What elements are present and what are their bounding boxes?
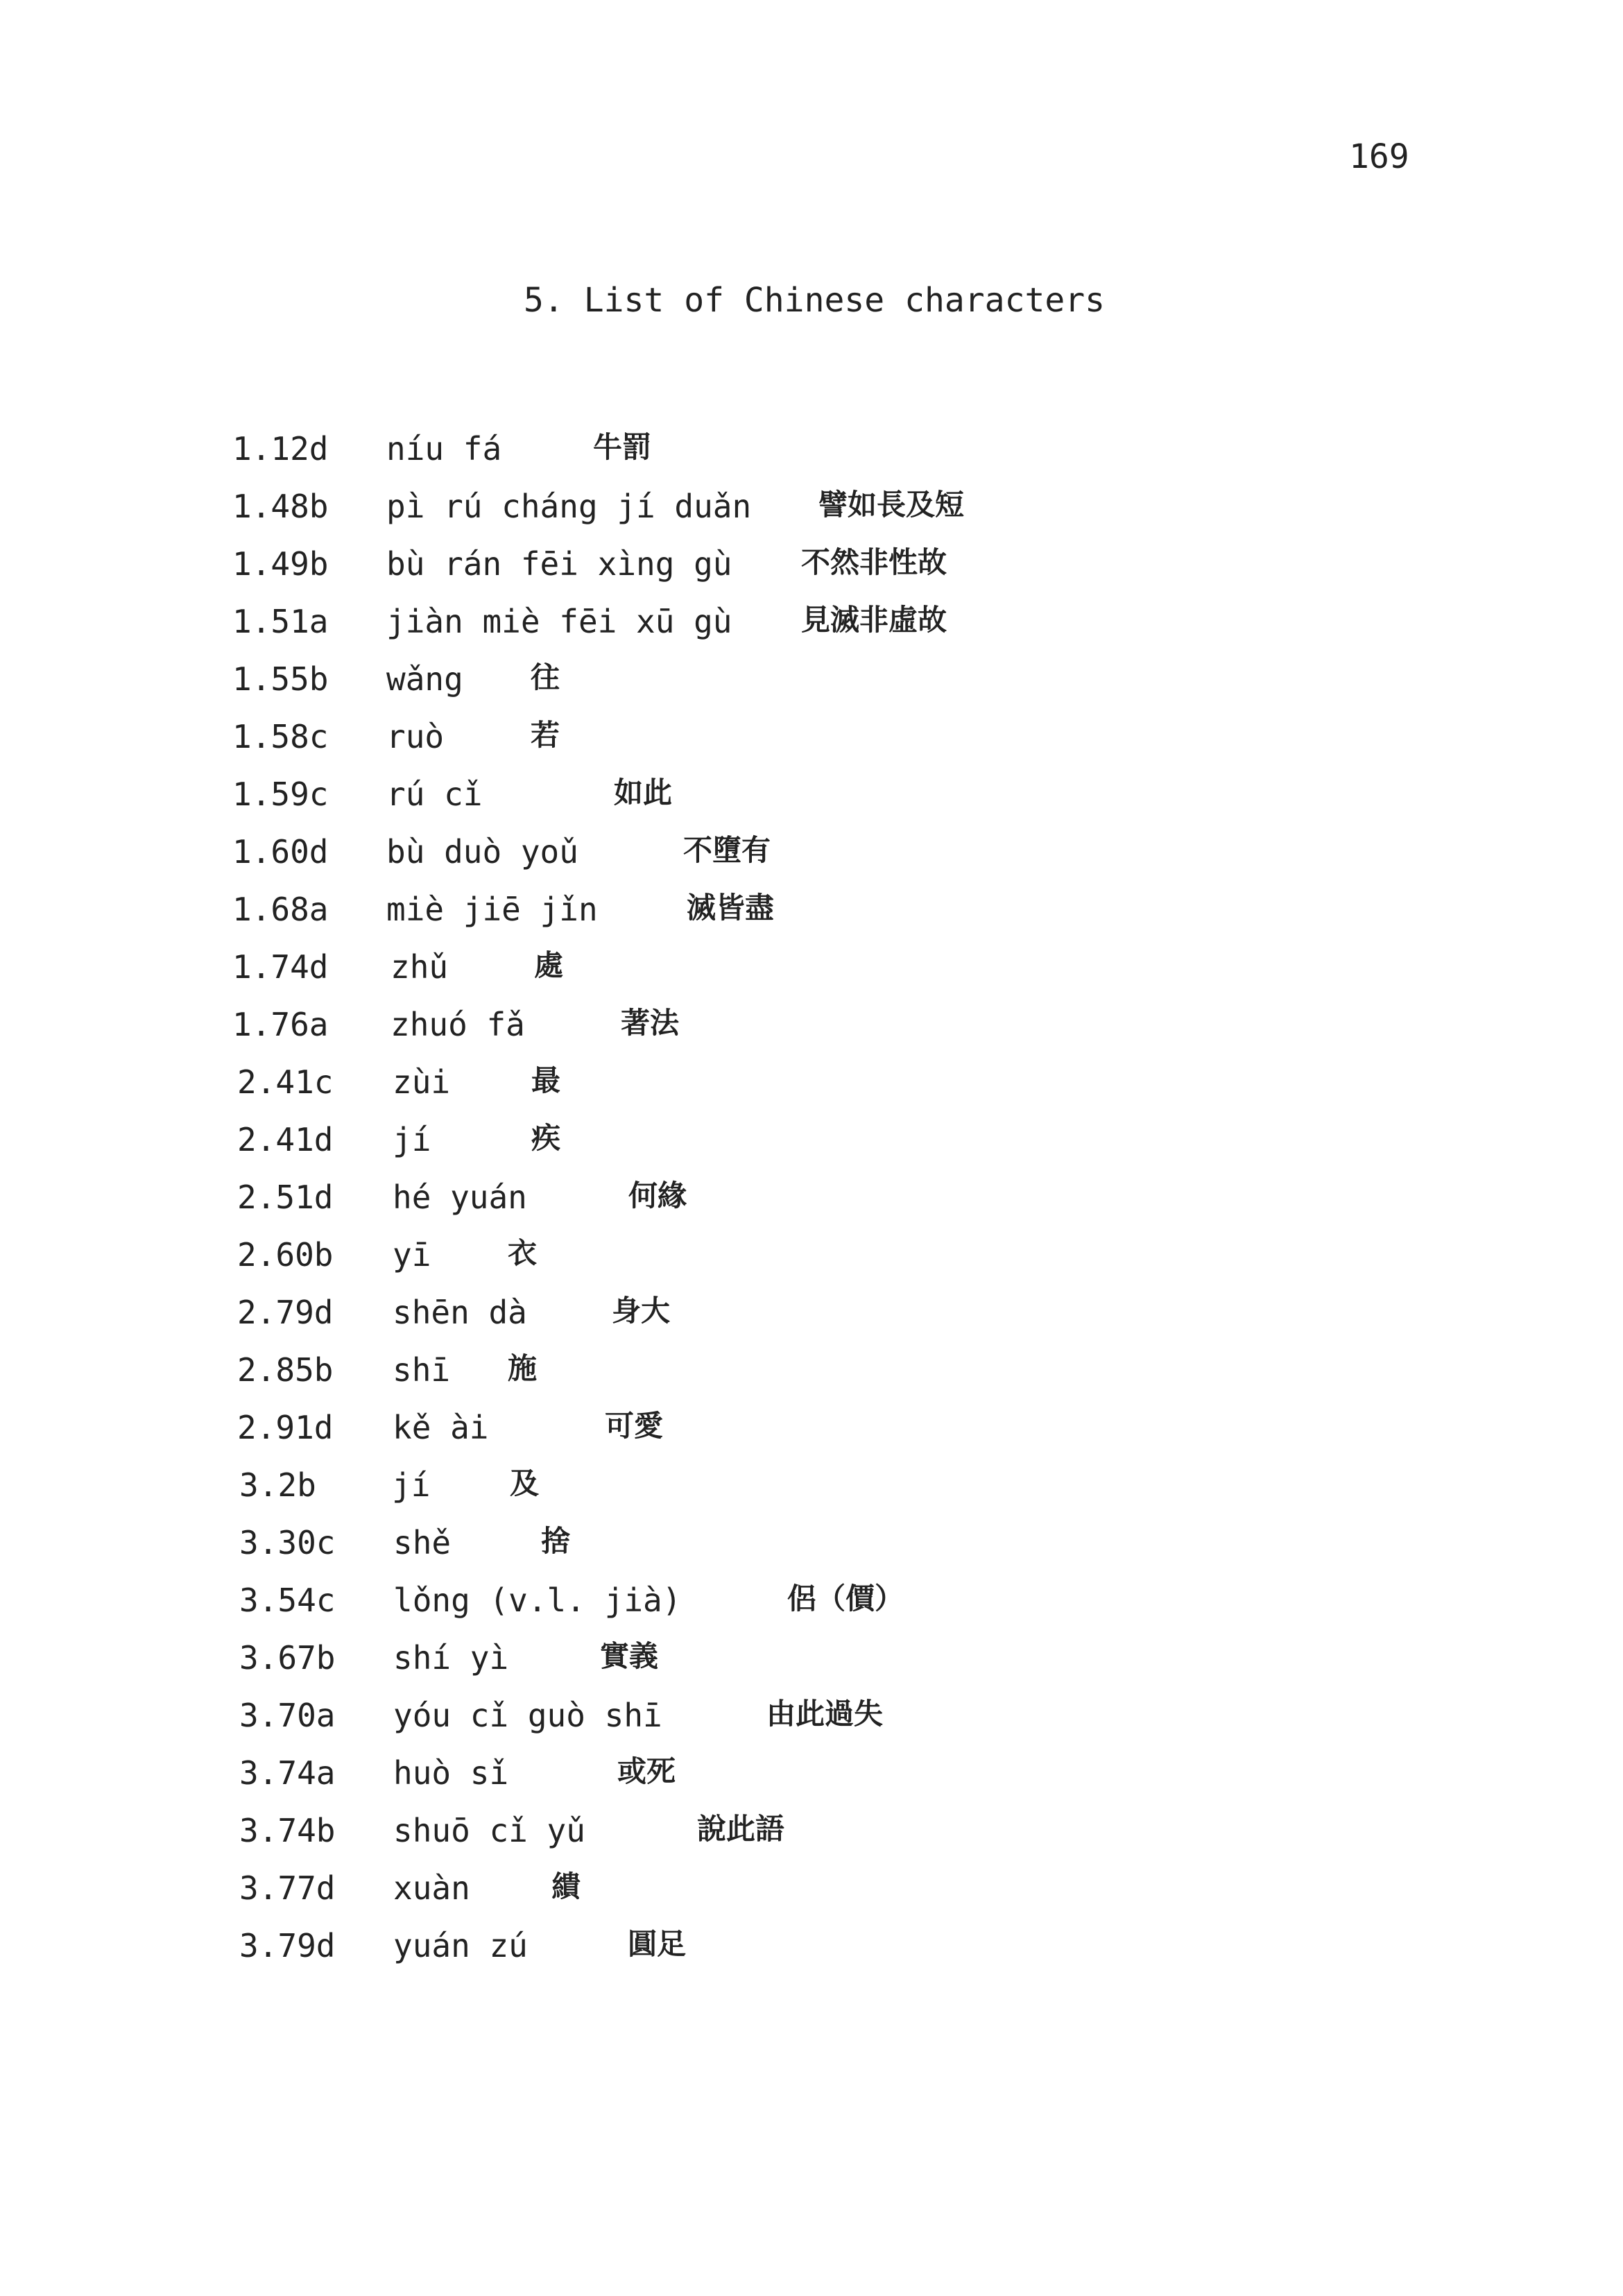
entry-ref: 3.77d [239, 1869, 336, 1907]
entry-characters: 衣 [508, 1236, 538, 1270]
entry-ref: 1.74d [232, 948, 329, 986]
page-number: 169 [1349, 137, 1409, 176]
entry-characters: 不墮有 [683, 833, 771, 867]
entry-ref: 1.12d [232, 430, 329, 468]
entry-ref: 2.51d [237, 1179, 334, 1216]
entry-characters: 身大 [612, 1294, 671, 1328]
entry-characters: 譬如長及短 [818, 488, 965, 522]
entry-characters: 疾 [531, 1121, 561, 1155]
entry-pinyin: shě [393, 1524, 452, 1561]
entry-pinyin: xuàn [393, 1869, 470, 1907]
entry-pinyin: yī [393, 1236, 431, 1274]
entry-characters: 若 [531, 718, 560, 752]
entry-pinyin: jiàn miè fēi xū gù [386, 603, 732, 640]
entry-ref: 2.79d [237, 1294, 334, 1331]
entry-ref: 3.2b [239, 1466, 316, 1504]
entry-characters: 實義 [600, 1639, 659, 1673]
entry-ref: 3.67b [239, 1639, 336, 1677]
entry-characters: 施 [508, 1351, 538, 1385]
entry-ref: 3.54c [239, 1582, 336, 1619]
entry-characters: 繢 [551, 1869, 581, 1903]
entry-ref: 1.60d [232, 833, 329, 871]
entry-characters: 捨 [541, 1524, 571, 1558]
entry-ref: 1.76a [232, 1006, 329, 1043]
entry-characters: 往 [531, 660, 560, 694]
entry-characters: 著法 [621, 1006, 680, 1040]
entry-pinyin: shī [393, 1351, 451, 1389]
entry-characters: 圓足 [628, 1927, 687, 1961]
entry-pinyin: shuō cǐ yǔ [393, 1812, 585, 1849]
entry-pinyin: huò sǐ [393, 1754, 509, 1792]
entry-pinyin: kě ài [393, 1409, 489, 1446]
entry-characters: 說此語 [697, 1812, 785, 1846]
entry-pinyin: miè jiē jǐn [386, 891, 598, 928]
entry-characters: 滅皆盡 [687, 891, 775, 925]
entry-pinyin: jí [393, 1121, 431, 1158]
entry-pinyin: jí [392, 1466, 431, 1504]
entry-pinyin: yuán zú [393, 1927, 528, 1964]
entry-ref: 3.74a [239, 1754, 336, 1792]
entry-pinyin: rú cǐ [386, 776, 483, 813]
page-title: 5. List of Chinese characters [524, 281, 1106, 320]
entry-ref: 2.85b [237, 1351, 334, 1389]
entry-characters: 由此過失 [766, 1697, 884, 1731]
entry-ref: 1.58c [232, 718, 329, 755]
entry-pinyin: yóu cǐ guò shī [393, 1697, 662, 1734]
entry-characters: 如此 [614, 776, 673, 809]
entry-characters: 何緣 [628, 1179, 687, 1213]
entry-pinyin: hé yuán [393, 1179, 527, 1216]
entry-ref: 1.59c [232, 776, 329, 813]
entry-pinyin: zhuó fǎ [390, 1006, 525, 1043]
entry-pinyin: níu fá [386, 430, 502, 468]
entry-pinyin: zhǔ [390, 948, 449, 986]
entry-characters: 最 [531, 1063, 561, 1097]
entry-pinyin: pì rú cháng jí duǎn [386, 488, 752, 525]
entry-ref: 2.41d [237, 1121, 334, 1158]
entry-pinyin: wǎng [386, 660, 463, 698]
entry-ref: 1.55b [232, 660, 329, 698]
entry-characters: 不然非性故 [801, 545, 947, 579]
entry-pinyin: bù rán fēi xìng gù [386, 545, 732, 583]
entry-pinyin: lǒng (v.l. jià) [393, 1582, 682, 1619]
entry-ref: 2.41c [237, 1063, 334, 1101]
entry-ref: 2.60b [237, 1236, 334, 1274]
entry-ref: 1.68a [232, 891, 329, 928]
entry-characters: 侶（價） [787, 1582, 904, 1616]
entry-pinyin: ruò [386, 718, 445, 755]
entry-pinyin: zùi [393, 1063, 451, 1101]
entry-ref: 1.51a [232, 603, 329, 640]
entry-characters: 及 [510, 1466, 540, 1500]
entry-pinyin: shēn dà [393, 1294, 527, 1331]
entry-ref: 3.74b [239, 1812, 336, 1849]
entry-characters: 見滅非虛故 [801, 603, 947, 637]
entry-ref: 1.48b [232, 488, 329, 525]
entry-ref: 3.30c [239, 1524, 336, 1561]
entry-ref: 2.91d [237, 1409, 334, 1446]
entry-pinyin: bù duò yoǔ [386, 833, 578, 871]
entry-characters: 或死 [617, 1754, 676, 1788]
entry-ref: 3.70a [239, 1697, 336, 1734]
entry-characters: 牛罰 [593, 430, 652, 464]
entry-ref: 1.49b [232, 545, 329, 583]
entry-pinyin: shí yì [393, 1639, 509, 1677]
entry-characters: 處 [534, 948, 564, 982]
entry-characters: 可愛 [605, 1409, 664, 1443]
entry-ref: 3.79d [239, 1927, 336, 1964]
